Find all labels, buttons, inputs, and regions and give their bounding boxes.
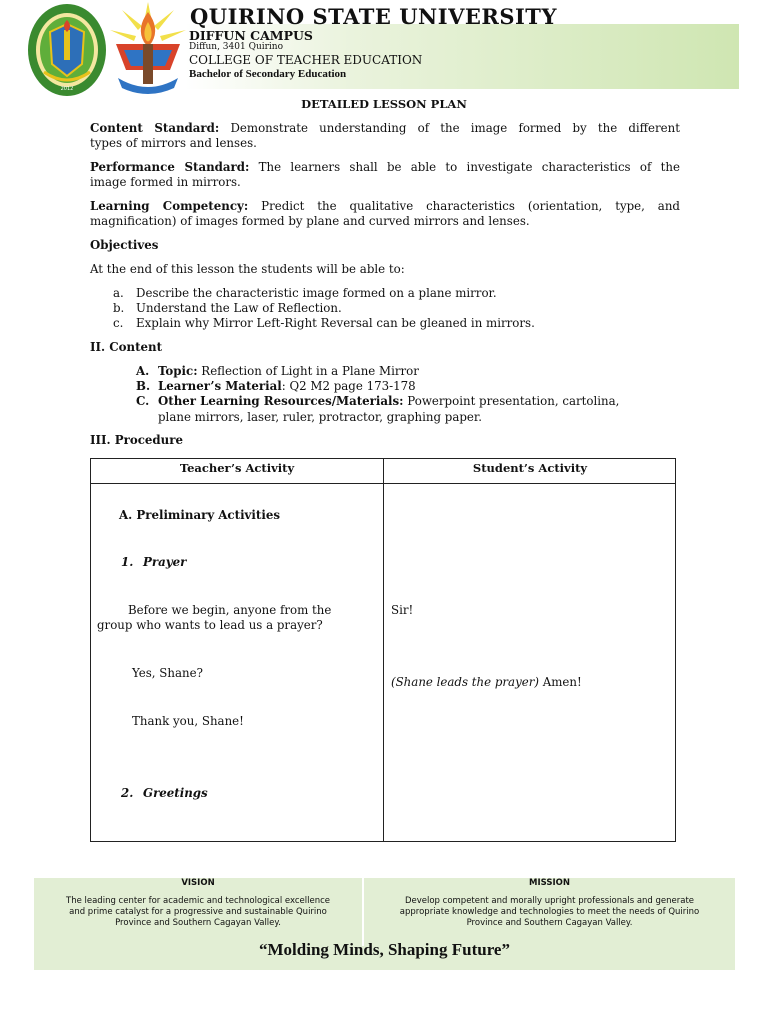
teacher-thanks: Thank you, Shane! [132,714,244,728]
content-standard-text: Demonstrate understanding of the image formed by the different [219,121,681,135]
student-activity-header: Student’s Activity [472,461,588,475]
mission-label: MISSION [529,878,570,888]
content-item-text-cont: plane mirrors, laser, ruler, protractor, graphing paper. [158,410,482,424]
mission-line: Develop competent and morally upright professionals and generate [404,896,695,906]
mission-line: Province and Southern Cagayan Valley. [466,918,633,928]
objective-marker: c. [113,316,124,330]
objectives-intro: At the end of this lesson the students will be able to: [90,262,405,276]
vision-line: The leading center for academic and technological excellence [66,896,330,906]
university-motto: “Molding Minds, Shaping Future” [259,940,510,959]
student-response-prayer [391,675,582,689]
vision-text [34,896,362,929]
content-marker: B. [136,379,151,393]
program-name: Bachelor of Secondary Education [189,68,347,80]
torch-logo [108,0,188,98]
objective-item: Understand the Law of Reflection. [136,301,342,315]
document-title: DETAILED LESSON PLAN [301,97,467,111]
content-item-label: Topic: [158,364,198,378]
content-item-text: Reflection of Light in a Plane Mirror [197,364,419,378]
student-response-note: (Shane leads the prayer) [391,675,539,689]
greetings-heading: Greetings [143,786,208,800]
content-standard [90,121,680,151]
content-marker: C. [136,394,150,408]
mission-line: appropriate knowledge and technologies to meet the needs of Quirino [399,907,700,917]
vision-label: VISION [181,878,215,888]
prayer-heading: Prayer [143,555,187,569]
vision-line: Province and Southern Cagayan Valley. [115,918,281,928]
mission-text [364,896,735,929]
content-item-label: Other Learning Resources/Materials: [158,394,404,408]
content-item-text: Powerpoint presentation, cartolina, [403,394,620,408]
university-seal-logo [26,2,108,98]
preliminary-activities: A. Preliminary Activities [119,508,280,522]
objective-marker: a. [113,286,124,300]
student-response-amen: Amen! [538,675,582,689]
table-column-divider [383,459,384,841]
procedure-table [90,458,676,842]
greetings-number: 2. [121,786,134,800]
performance-standard-text: The learners shall be able to investigate characteristics of the [249,160,680,174]
university-name: QUIRINO STATE UNIVERSITY [190,4,557,29]
content-item-material [158,379,416,393]
learning-competency-text: Predict the qualitative characteristics (orientation, type, and [248,199,680,213]
campus-address: Diffun, 3401 Quirino [189,42,284,52]
vision-line: and prime catalyst for a progressive and sustainable Quirino [69,907,327,917]
footer-vision-mission [34,878,735,970]
learning-competency [90,199,680,229]
content-item-resources [158,394,619,408]
procedure-heading: III. Procedure [90,433,183,447]
teacher-question-line2: group who wants to lead us a prayer? [97,618,323,632]
objective-marker: b. [113,301,125,315]
content-item-label: Learner’s Material [158,379,282,393]
learning-competency-label: Learning Competency: [90,199,249,213]
teacher-yes: Yes, Shane? [132,666,203,680]
objective-item: Explain why Mirror Left-Right Reversal can be gleaned in mirrors. [136,316,535,330]
student-response: Sir! [391,603,414,617]
table-header-divider [91,483,675,484]
learning-competency-text-cont: magnification) of images formed by plane and curved mirrors and lenses. [90,214,530,228]
content-standard-label: Content Standard: [90,121,220,135]
objectives-heading: Objectives [90,238,159,252]
performance-standard [90,160,680,190]
college-name: COLLEGE OF TEACHER EDUCATION [189,53,423,67]
performance-standard-label: Performance Standard: [90,160,250,174]
objective-item: Describe the characteristic image formed on a plane mirror. [136,286,497,300]
prayer-number: 1. [121,555,134,569]
content-item-topic [158,364,419,378]
content-standard-text-cont: types of mirrors and lenses. [90,136,257,150]
content-heading: II. Content [90,340,163,354]
teacher-question-line1: Before we begin, anyone from the [128,603,332,617]
campus-name: DIFFUN CAMPUS [189,28,313,43]
performance-standard-text-cont: image formed in mirrors. [90,175,241,189]
content-item-text: : Q2 M2 page 173-178 [281,379,416,393]
teacher-activity-header: Teacher’s Activity [179,461,295,475]
svg-text:2012: 2012 [60,86,74,92]
content-marker: A. [136,364,150,378]
